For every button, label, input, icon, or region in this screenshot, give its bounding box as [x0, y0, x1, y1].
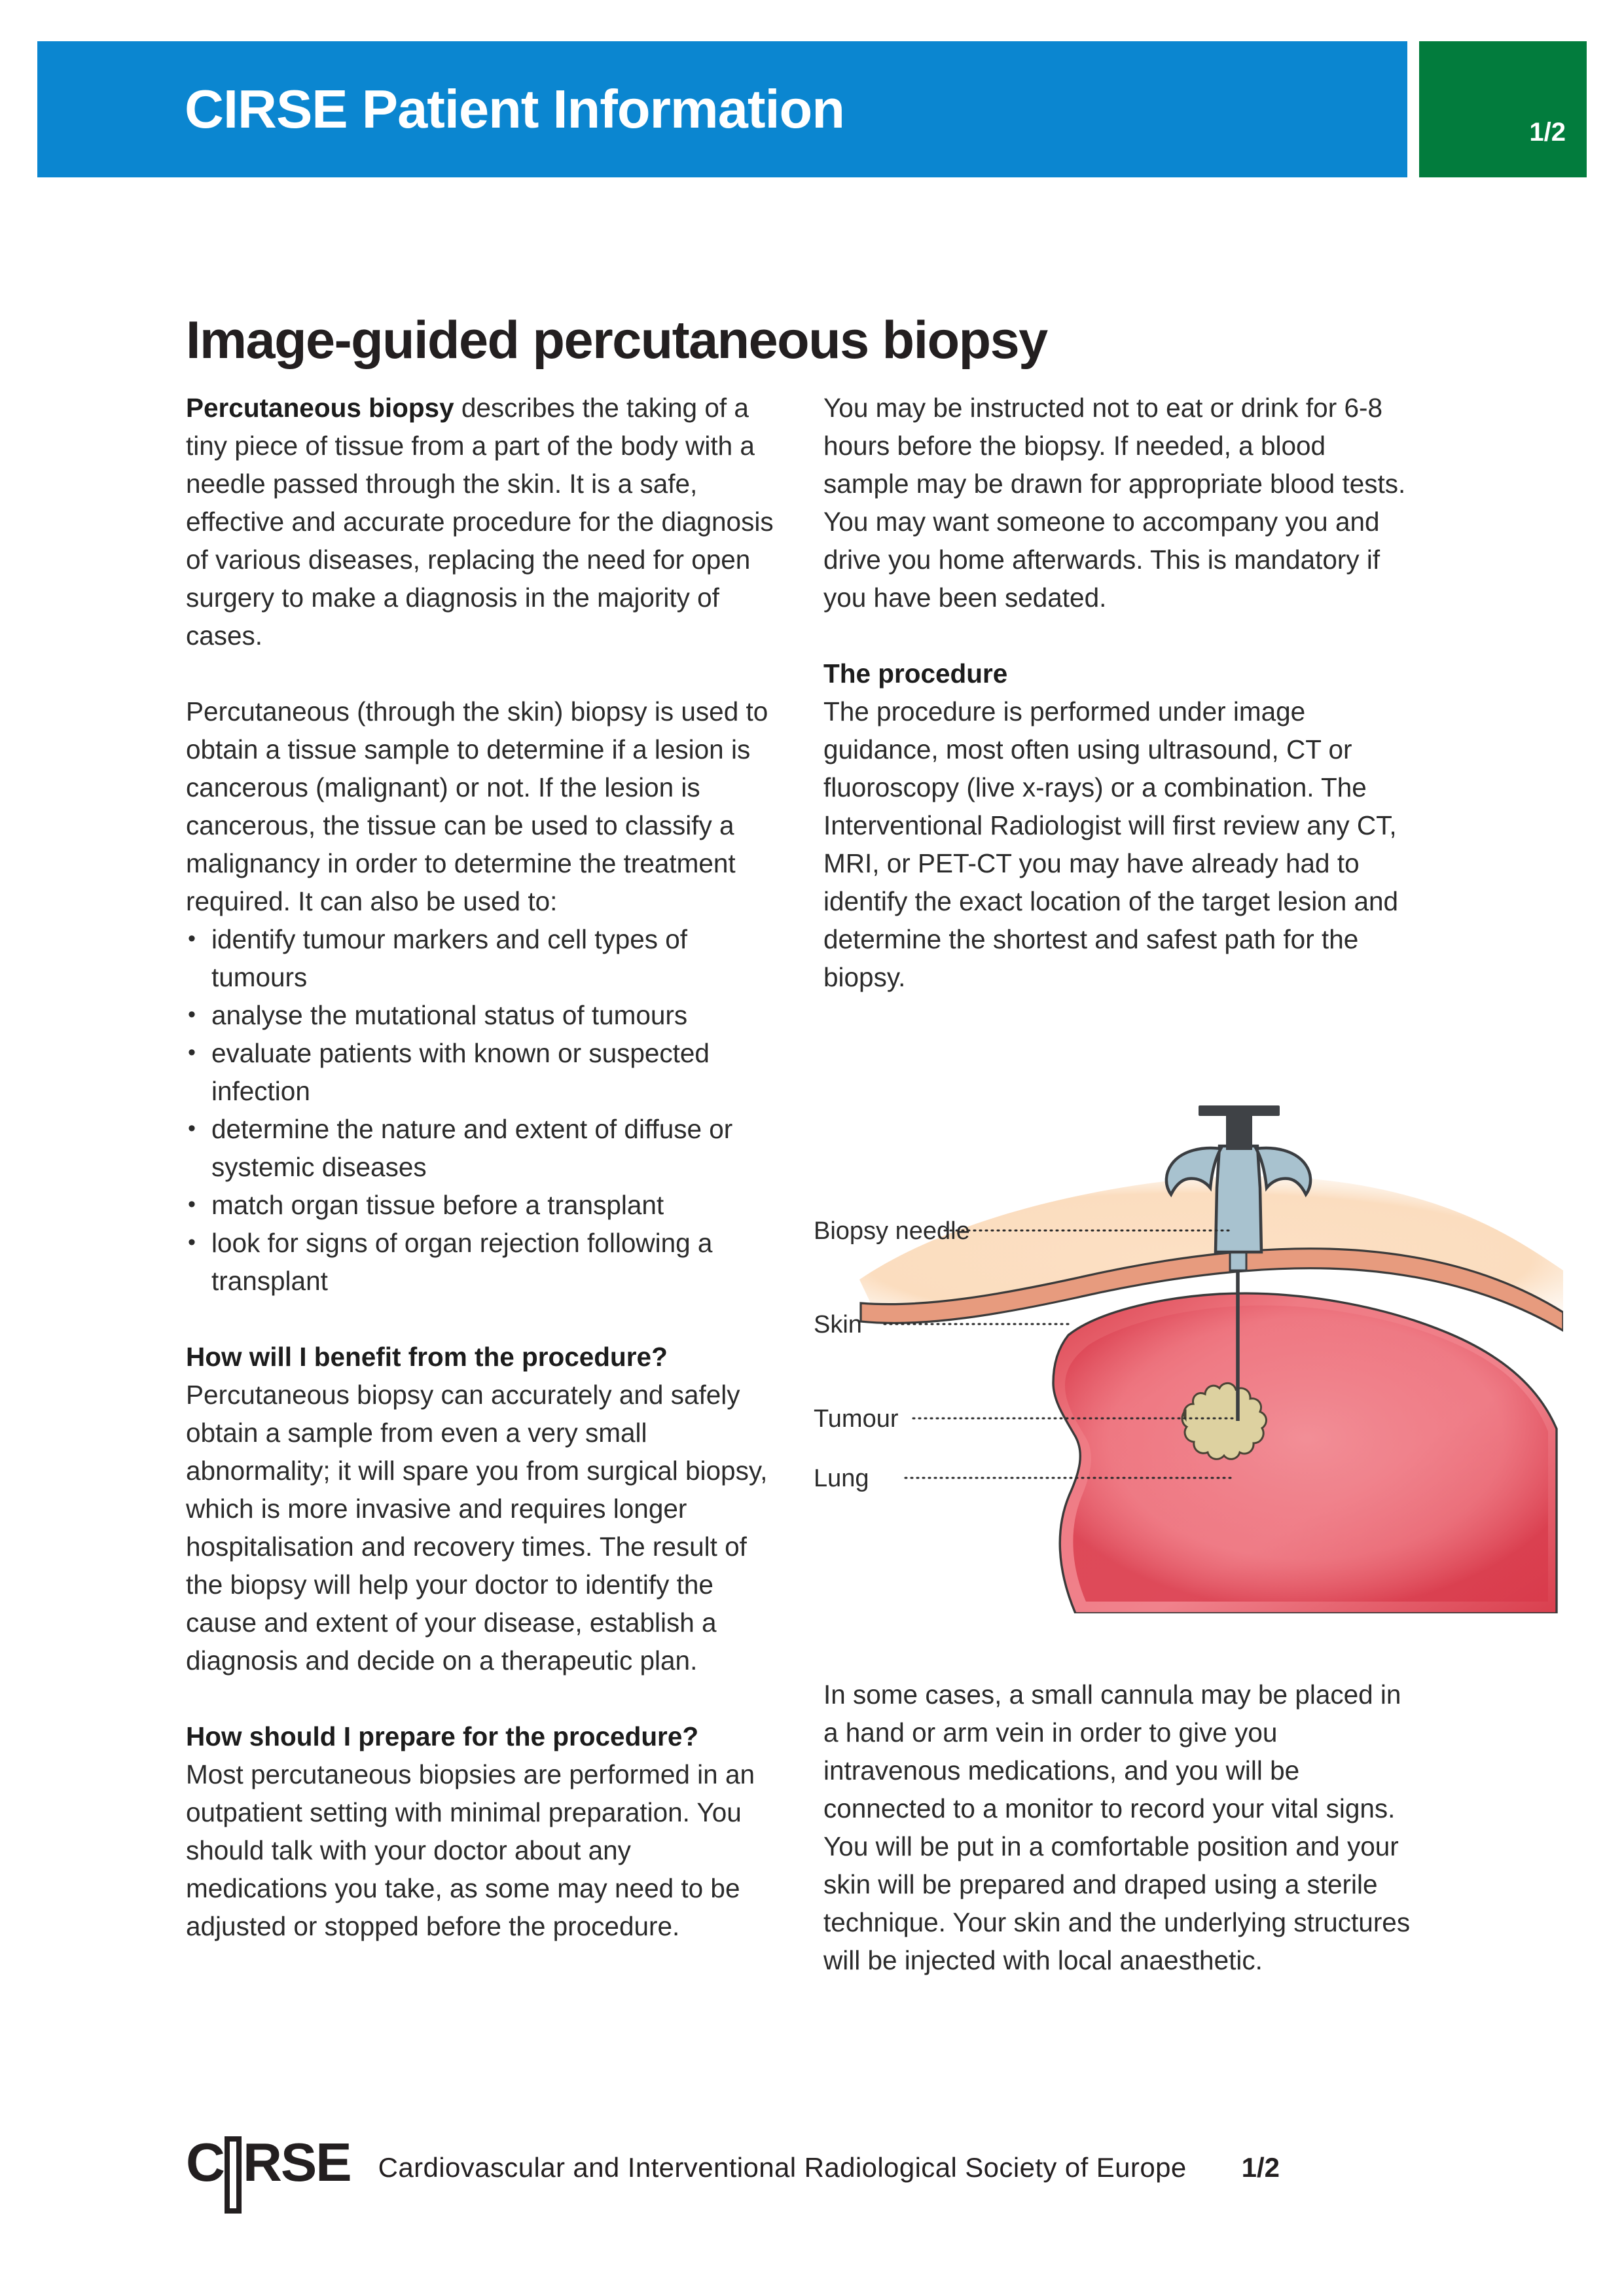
intro-paragraph [186, 389, 775, 655]
figure-label-tumour: Tumour [814, 1405, 899, 1433]
list-item: • analyse the mutational status of tumours [186, 996, 775, 1034]
logo-letters-rse: RSE [242, 2132, 351, 2193]
footer-page-number: 1/2 [1241, 2152, 1280, 2183]
fasting-paragraph: You may be instructed not to eat or drink for 6-8 hours before the biopsy. If needed, a blood sample may be drawn for appropriate blood tests. You may want someone to accompany you and drive you home afterwards. This is mandatory if you have been sedated. [823, 393, 1406, 613]
figure-label-lung: Lung [814, 1465, 869, 1492]
intro-lead-rest: describes the taking of a tiny piece of tissue from a part of the body with a needle passed through the skin. It is a safe, effective and accurate procedure for the diagnosis of various diseases, replacing the need for open surgery to make a diagnosis in the majority of cases. [186, 393, 774, 651]
logo-letter-c: C [186, 2132, 224, 2193]
page-footer [186, 2132, 1561, 2200]
header-blue-bar [37, 41, 1407, 177]
cirse-logo [186, 2132, 351, 2200]
section-spacer [186, 1300, 775, 1338]
needle-hub [1230, 1252, 1246, 1270]
procedure-heading: The procedure [823, 658, 1008, 689]
society-name: Cardiovascular and Interventional Radiological Society of Europe [378, 2152, 1187, 2183]
prepare-heading: How should I prepare for the procedure? [186, 1721, 699, 1751]
figure-label-biopsy-needle: Biopsy needle [814, 1217, 970, 1245]
left-column [186, 389, 775, 1983]
needle-barrel [1216, 1146, 1261, 1252]
figure-label-skin: Skin [814, 1311, 862, 1338]
uses-paragraph: Percutaneous (through the skin) biopsy is used to obtain a tissue sample to determine if a lesion is cancerous (malignant) or not. If the lesion is cancerous, the tissue can be used to classify a malignancy in order to determine the treatment required. It can also be used to: [186, 696, 768, 916]
needle-plunger-cap [1199, 1105, 1280, 1116]
header-page-indicator-box [1419, 41, 1587, 177]
header-page-number: 1/2 [1529, 118, 1566, 147]
benefit-section [186, 1338, 775, 1679]
list-item: • identify tumour markers and cell types of tumours [186, 920, 775, 996]
right-column [823, 389, 1413, 1034]
logo-bar-icon [225, 2136, 242, 2214]
prepare-section [186, 1717, 775, 1945]
soft-tissue-shape [859, 1176, 1563, 1314]
uses-bullet-list [186, 920, 775, 1300]
header-title: CIRSE Patient Information [185, 79, 844, 139]
procedure-body: The procedure is performed under image guidance, most often using ultrasound, CT or fluoroscopy (live x-rays) or a combination. The Interventional Radiologist will first review any CT, MRI, or PET-CT you may have already had to identify the exact location of the target lesion and determine the shortest and safest path for the biopsy. [823, 696, 1399, 992]
list-item: • determine the nature and extent of diffuse or systemic diseases [186, 1110, 775, 1186]
procedure-section [823, 655, 1413, 996]
needle-plunger-stem [1226, 1113, 1252, 1150]
cannula-paragraph: In some cases, a small cannula may be placed in a hand or arm vein in order to give you intravenous medications, and you will be connected to a monitor to record your vital signs. You will be put in a comfortable position and your skin will be prepared and draped using a sterile technique. Your skin and the underlying structures will be injected with local anaesthetic. [823, 1679, 1411, 1975]
page-title: Image-guided percutaneous biopsy [186, 311, 1047, 370]
list-item: • look for signs of organ rejection following a transplant [186, 1224, 775, 1300]
biopsy-diagram [814, 1083, 1563, 1613]
benefit-body: Percutaneous biopsy can accurately and safely obtain a sample from even a very small abnormality; it will spare you from surgical biopsy, which is more invasive and requires longer hospitalisation and recovery times. The result of the biopsy will help your doctor to identify the cause and extent of your disease, establish a diagnosis and decide on a therapeutic plan. [186, 1380, 768, 1676]
page-header [37, 41, 1587, 177]
right-column-lower [823, 1676, 1413, 2017]
benefit-heading: How will I benefit from the procedure? [186, 1342, 668, 1372]
list-item: • match organ tissue before a transplant [186, 1186, 775, 1224]
prepare-body: Most percutaneous biopsies are performed in an outpatient setting with minimal preparation. You should talk with your doctor about any medications you take, as some may need to be adjusted or stopped before the procedure. [186, 1759, 755, 1941]
list-item: • evaluate patients with known or suspected infection [186, 1034, 775, 1110]
intro-lead-bold: Percutaneous biopsy [186, 393, 454, 423]
